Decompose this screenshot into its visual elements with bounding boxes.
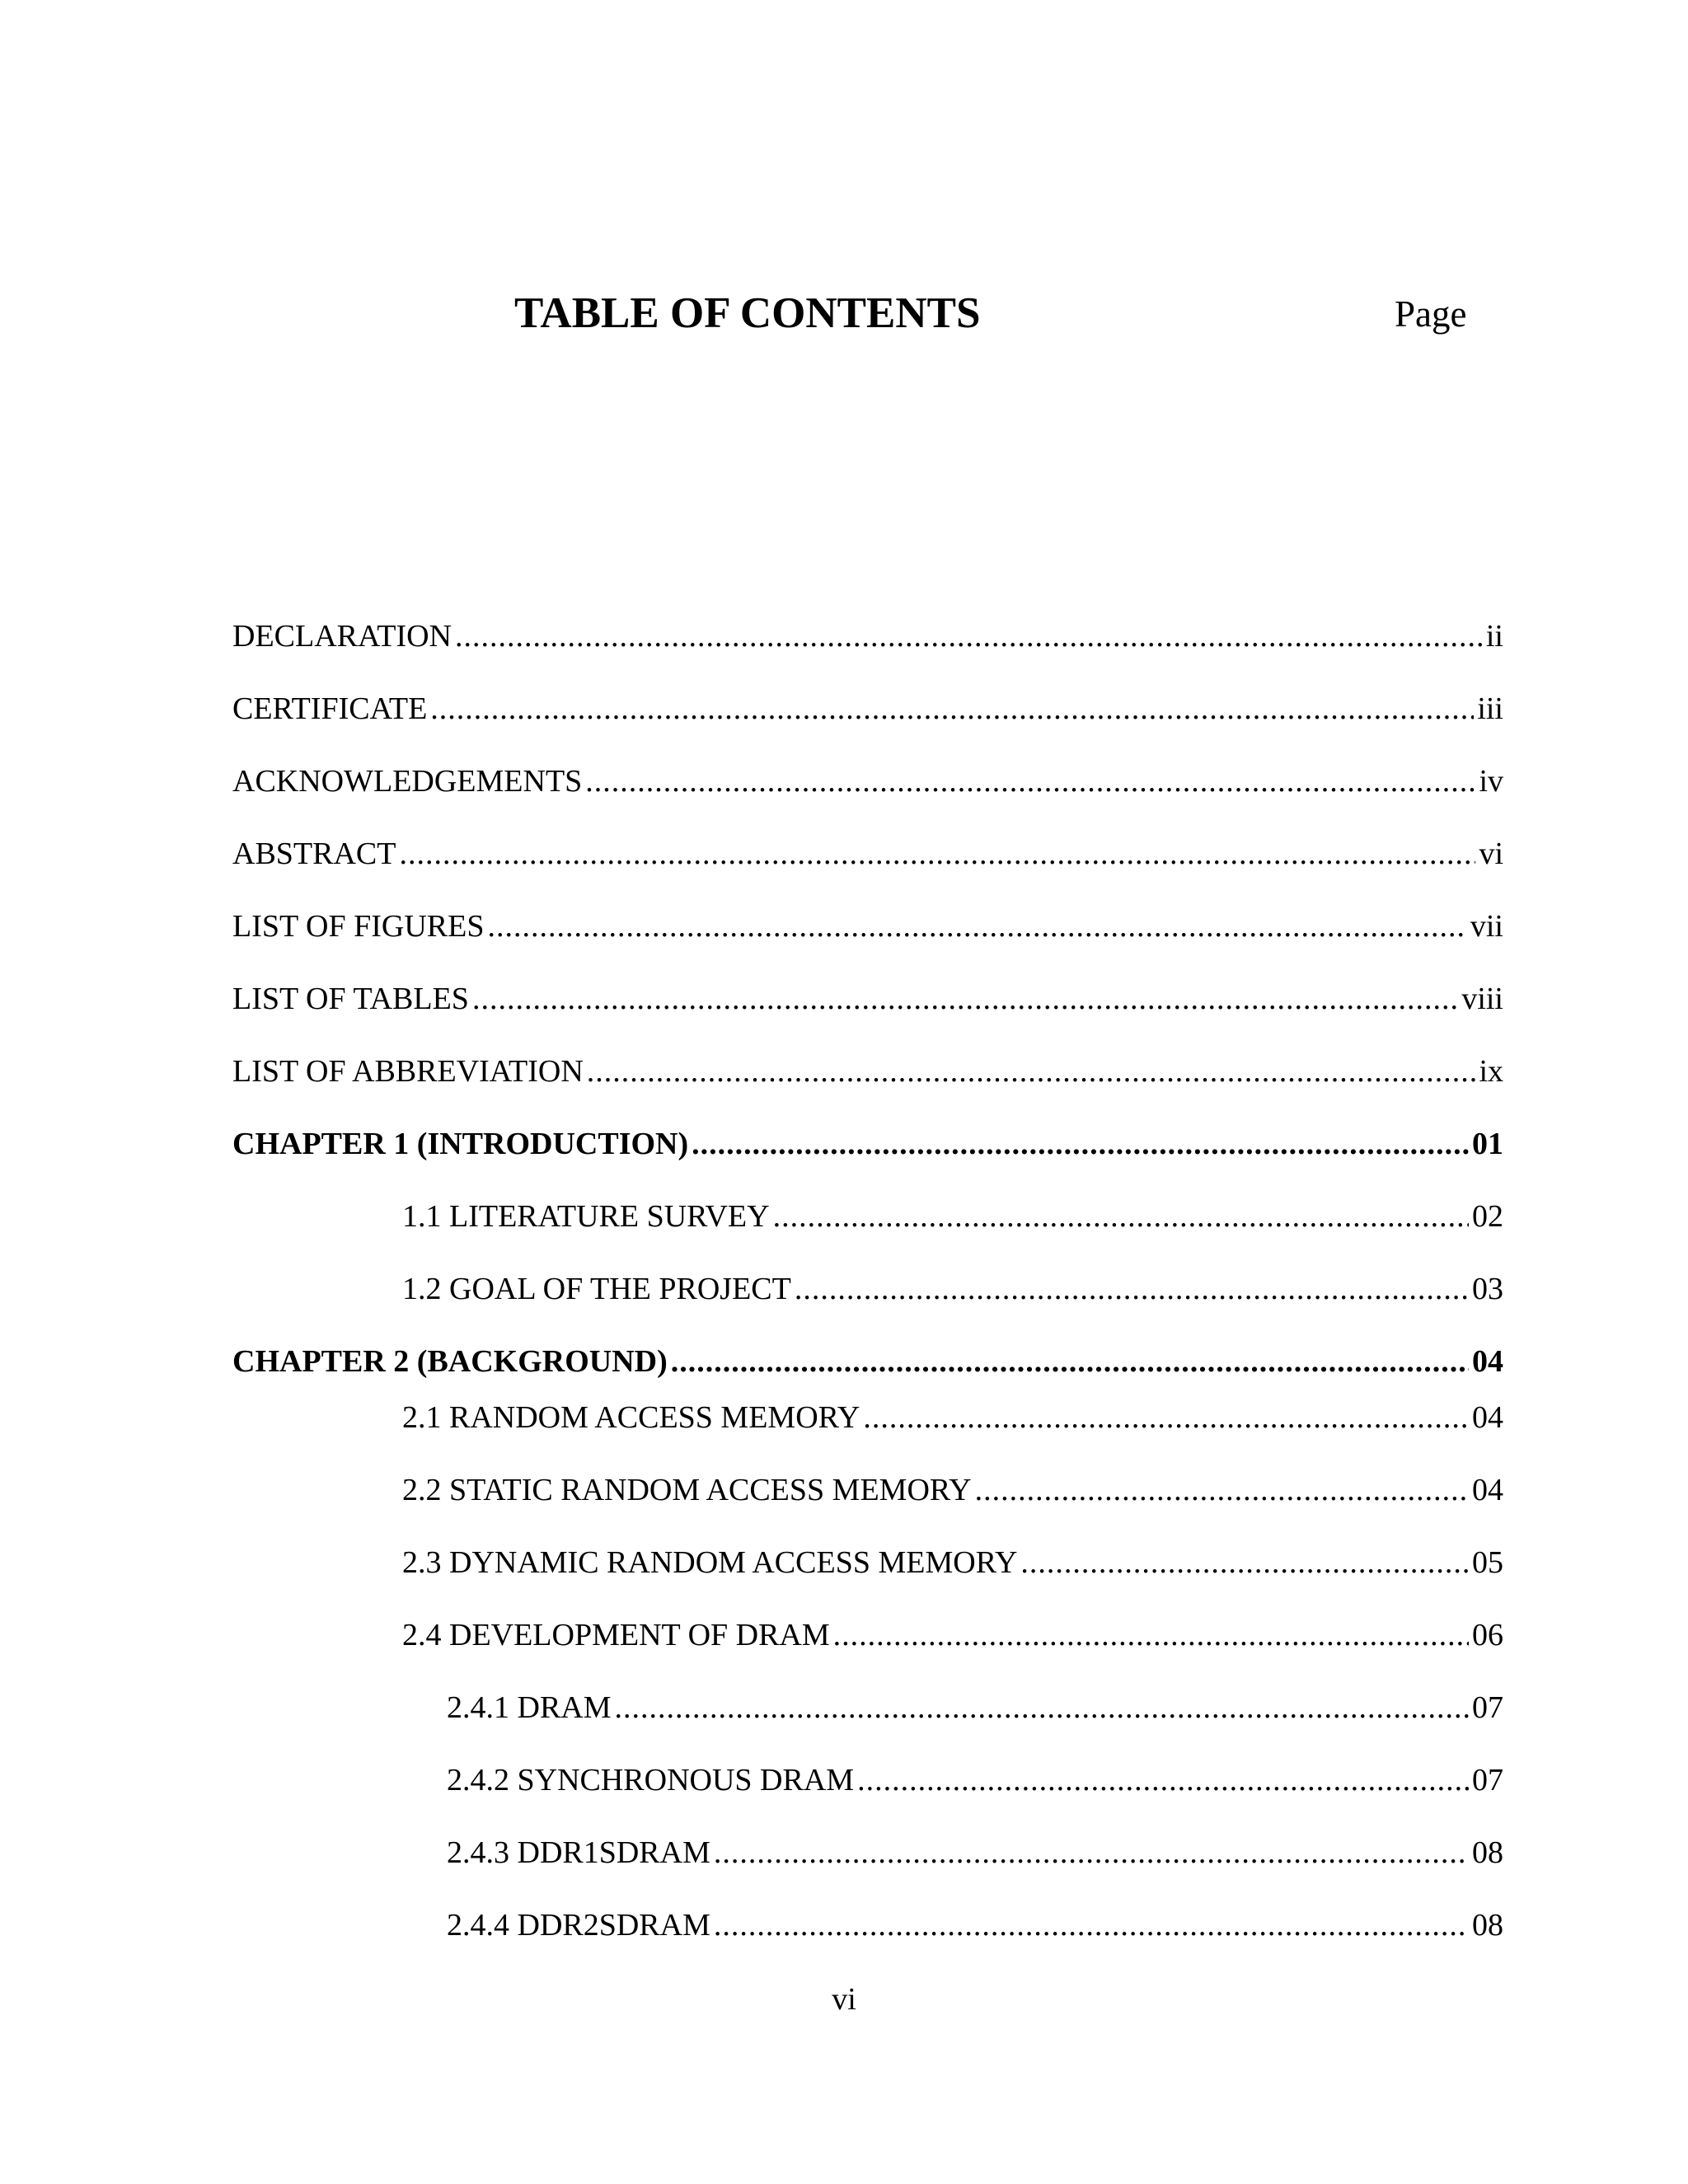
toc-entry-acknowledgements[interactable] [232, 757, 1503, 806]
dot-leader [487, 902, 1466, 951]
toc-entry-list-of-tables[interactable] [232, 974, 1503, 1024]
toc-entry-page: 04 [1472, 1400, 1503, 1435]
toc-entry-label: CHAPTER 2 (BACKGROUND) [232, 1344, 668, 1379]
toc-entry-label: CERTIFICATE [232, 691, 428, 726]
toc-entry-page: 07 [1472, 1690, 1503, 1725]
page-column-label: Page [1395, 293, 1467, 335]
toc-entry-label: ACKNOWLEDGEMENTS [232, 764, 583, 799]
toc-entry-abstract[interactable] [232, 829, 1503, 879]
toc-entry-page: 05 [1472, 1545, 1503, 1580]
toc-entry-list-of-figures[interactable] [232, 902, 1503, 951]
toc-entry-label: 2.4.4 DDR2SDRAM [447, 1908, 710, 1943]
toc-entry-page: iv [1479, 764, 1503, 799]
dot-leader [833, 1610, 1469, 1660]
toc-entry-2-1[interactable] [402, 1393, 1503, 1442]
toc-entry-1-1[interactable] [402, 1192, 1503, 1241]
toc-entry-page: 06 [1472, 1618, 1503, 1652]
toc-entry-chapter-1[interactable] [232, 1119, 1503, 1169]
toc-entry-page: vii [1470, 909, 1503, 944]
dot-leader [585, 757, 1475, 806]
toc-entry-label: 2.4 DEVELOPMENT OF DRAM [402, 1618, 830, 1652]
toc-entry-page: 03 [1472, 1272, 1503, 1306]
dot-leader [714, 1828, 1469, 1877]
dot-leader [615, 1683, 1469, 1732]
page-title: TABLE OF CONTENTS [514, 289, 981, 337]
toc-entry-page: ix [1479, 1054, 1503, 1089]
toc-entry-label: ABSTRACT [232, 837, 396, 871]
toc-entry-label: LIST OF FIGURES [232, 909, 485, 944]
toc-entry-1-2[interactable] [402, 1264, 1503, 1314]
dot-leader [399, 829, 1475, 879]
toc-entry-label: 2.2 STATIC RANDOM ACCESS MEMORY [402, 1473, 972, 1507]
toc-entry-2-4-3[interactable] [447, 1828, 1503, 1877]
toc-entry-page: 04 [1472, 1344, 1503, 1379]
toc-entry-2-4-2[interactable] [447, 1755, 1503, 1805]
toc-entry-page: 08 [1472, 1835, 1503, 1870]
dot-leader [472, 974, 1458, 1024]
toc-entry-page: 04 [1472, 1473, 1503, 1507]
toc-entry-label: 2.4.3 DDR1SDRAM [447, 1835, 710, 1870]
dot-leader [857, 1755, 1469, 1805]
toc-entry-label: LIST OF TABLES [232, 982, 469, 1016]
dot-leader [863, 1393, 1469, 1442]
toc-entry-page: vi [1479, 837, 1503, 871]
toc-entry-page: iii [1477, 691, 1503, 726]
toc-entry-page: 07 [1472, 1763, 1503, 1797]
dot-leader [795, 1264, 1469, 1314]
dot-leader [1020, 1538, 1469, 1587]
toc-entry-chapter-2[interactable] [232, 1337, 1503, 1386]
toc-entry-label: 1.1 LITERATURE SURVEY [402, 1199, 770, 1234]
toc-entry-2-4-1[interactable] [447, 1683, 1503, 1732]
toc-entry-2-2[interactable] [402, 1465, 1503, 1515]
toc-entry-page: ii [1485, 619, 1503, 654]
toc-entry-label: CHAPTER 1 (INTRODUCTION) [232, 1127, 689, 1161]
toc-entry-2-4-4[interactable] [447, 1900, 1503, 1950]
toc-entry-page: 08 [1472, 1908, 1503, 1943]
dot-leader [430, 684, 1474, 733]
toc-entry-label: DECLARATION [232, 619, 452, 654]
toc-entry-certificate[interactable] [232, 684, 1503, 733]
toc-entry-label: 2.3 DYNAMIC RANDOM ACCESS MEMORY [402, 1545, 1018, 1580]
dot-leader [671, 1337, 1469, 1386]
dot-leader [714, 1900, 1469, 1950]
toc-entry-page: viii [1461, 982, 1503, 1016]
toc-entry-label: LIST OF ABBREVIATION [232, 1054, 584, 1089]
toc-entry-list-of-abbreviation[interactable] [232, 1047, 1503, 1096]
toc-entry-page: 01 [1472, 1127, 1503, 1161]
toc-entry-page: 02 [1472, 1199, 1503, 1234]
toc-entry-label: 2.1 RANDOM ACCESS MEMORY [402, 1400, 860, 1435]
page-number: vi [832, 1982, 856, 2017]
toc-entry-label: 1.2 GOAL OF THE PROJECT [402, 1272, 791, 1306]
toc-entry-2-3[interactable] [402, 1538, 1503, 1587]
toc-entry-label: 2.4.1 DRAM [447, 1690, 612, 1725]
dot-leader [773, 1192, 1469, 1241]
toc-entry-2-4[interactable] [402, 1610, 1503, 1660]
dot-leader [455, 612, 1483, 661]
dot-leader [692, 1119, 1469, 1169]
toc-entry-declaration[interactable] [232, 612, 1503, 661]
dot-leader [587, 1047, 1476, 1096]
dot-leader [975, 1465, 1469, 1515]
toc-entry-label: 2.4.2 SYNCHRONOUS DRAM [447, 1763, 855, 1797]
